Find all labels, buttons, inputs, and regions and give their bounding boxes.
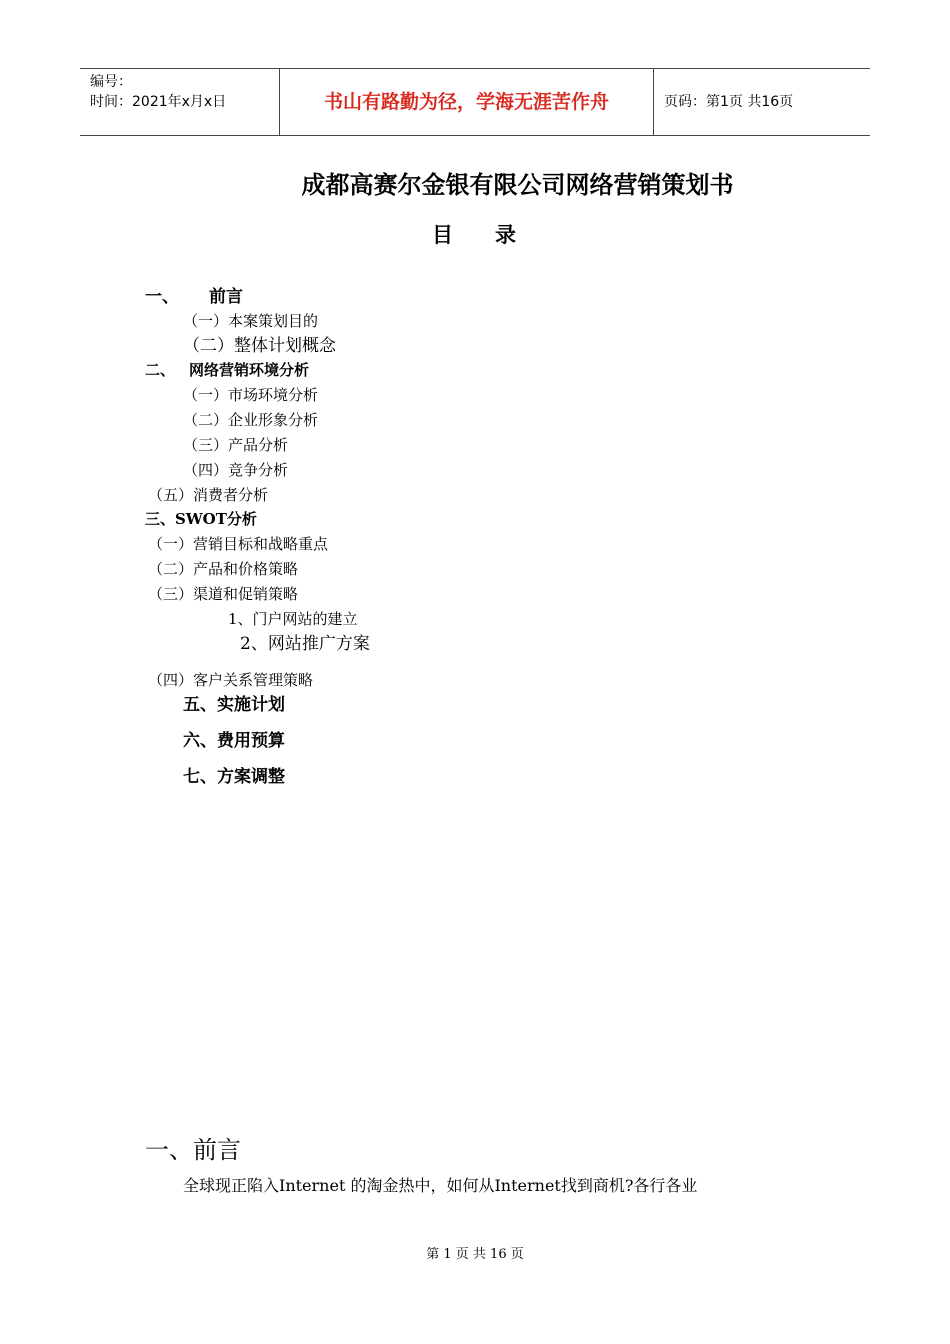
toc-section-label: 网络营销环境分析	[189, 361, 310, 379]
toc-item-2-1[interactable]: （一）市场环境分析	[183, 386, 319, 404]
toc-item-2-3[interactable]: （三）产品分析	[183, 436, 289, 454]
toc-item-section-1[interactable]	[145, 285, 243, 309]
header-meta-cell	[80, 69, 280, 135]
body-paragraph: 全球现正陷入Internet 的淘金热中，如何从Internet找到商机?各行各业	[183, 1176, 698, 1195]
toc-item-3-3[interactable]: （三）渠道和促销策略	[148, 585, 299, 603]
toc-item-2-5[interactable]: （五）消费者分析	[148, 486, 269, 504]
document-number-label: 编号：	[90, 74, 132, 90]
toc-item-section-7[interactable]: 七、方案调整	[183, 767, 285, 787]
toc-item-section-2[interactable]	[145, 359, 309, 381]
toc-heading	[432, 220, 516, 250]
toc-item-1-1[interactable]: （一）本案策划目的	[183, 312, 319, 330]
toc-item-3-4[interactable]: （四）客户关系管理策略	[148, 671, 314, 689]
toc-item-2-4[interactable]: （四）竞争分析	[183, 461, 289, 479]
header-page-info: 页码：第1页 共16页	[664, 94, 794, 110]
toc-item-3-2[interactable]: （二）产品和价格策略	[148, 560, 299, 578]
toc-item-section-3[interactable]: 三、SWOT分析	[145, 510, 257, 528]
toc-item-section-5[interactable]: 五、实施计划	[183, 695, 285, 715]
toc-heading-left: 目	[432, 223, 453, 247]
toc-section-number: 一、	[145, 287, 179, 307]
document-date: 时间：2021年x月x日	[90, 94, 227, 110]
toc-item-3-3-1[interactable]: 1、门户网站的建立	[228, 610, 358, 628]
page-header	[80, 68, 870, 136]
toc-item-section-6[interactable]: 六、费用预算	[183, 731, 285, 751]
section-heading-preface: 一、前言	[145, 1136, 241, 1164]
toc-item-3-3-2[interactable]: 2、网站推广方案	[240, 634, 370, 654]
header-motto: 书山有路勤为径，学海无涯苦作舟	[280, 69, 654, 135]
page-footer: 第 1 页 共 16 页	[426, 1247, 524, 1262]
toc-section-number: 二、	[145, 361, 176, 379]
toc-heading-right: 录	[495, 223, 516, 247]
document-title: 成都高赛尔金银有限公司网络营销策划书	[301, 171, 734, 199]
toc-item-3-1[interactable]: （一）营销目标和战略重点	[148, 535, 329, 553]
toc-item-2-2[interactable]: （二）企业形象分析	[183, 411, 319, 429]
toc-item-1-2[interactable]: （二）整体计划概念	[183, 336, 336, 356]
toc-section-label: 前言	[209, 287, 243, 307]
